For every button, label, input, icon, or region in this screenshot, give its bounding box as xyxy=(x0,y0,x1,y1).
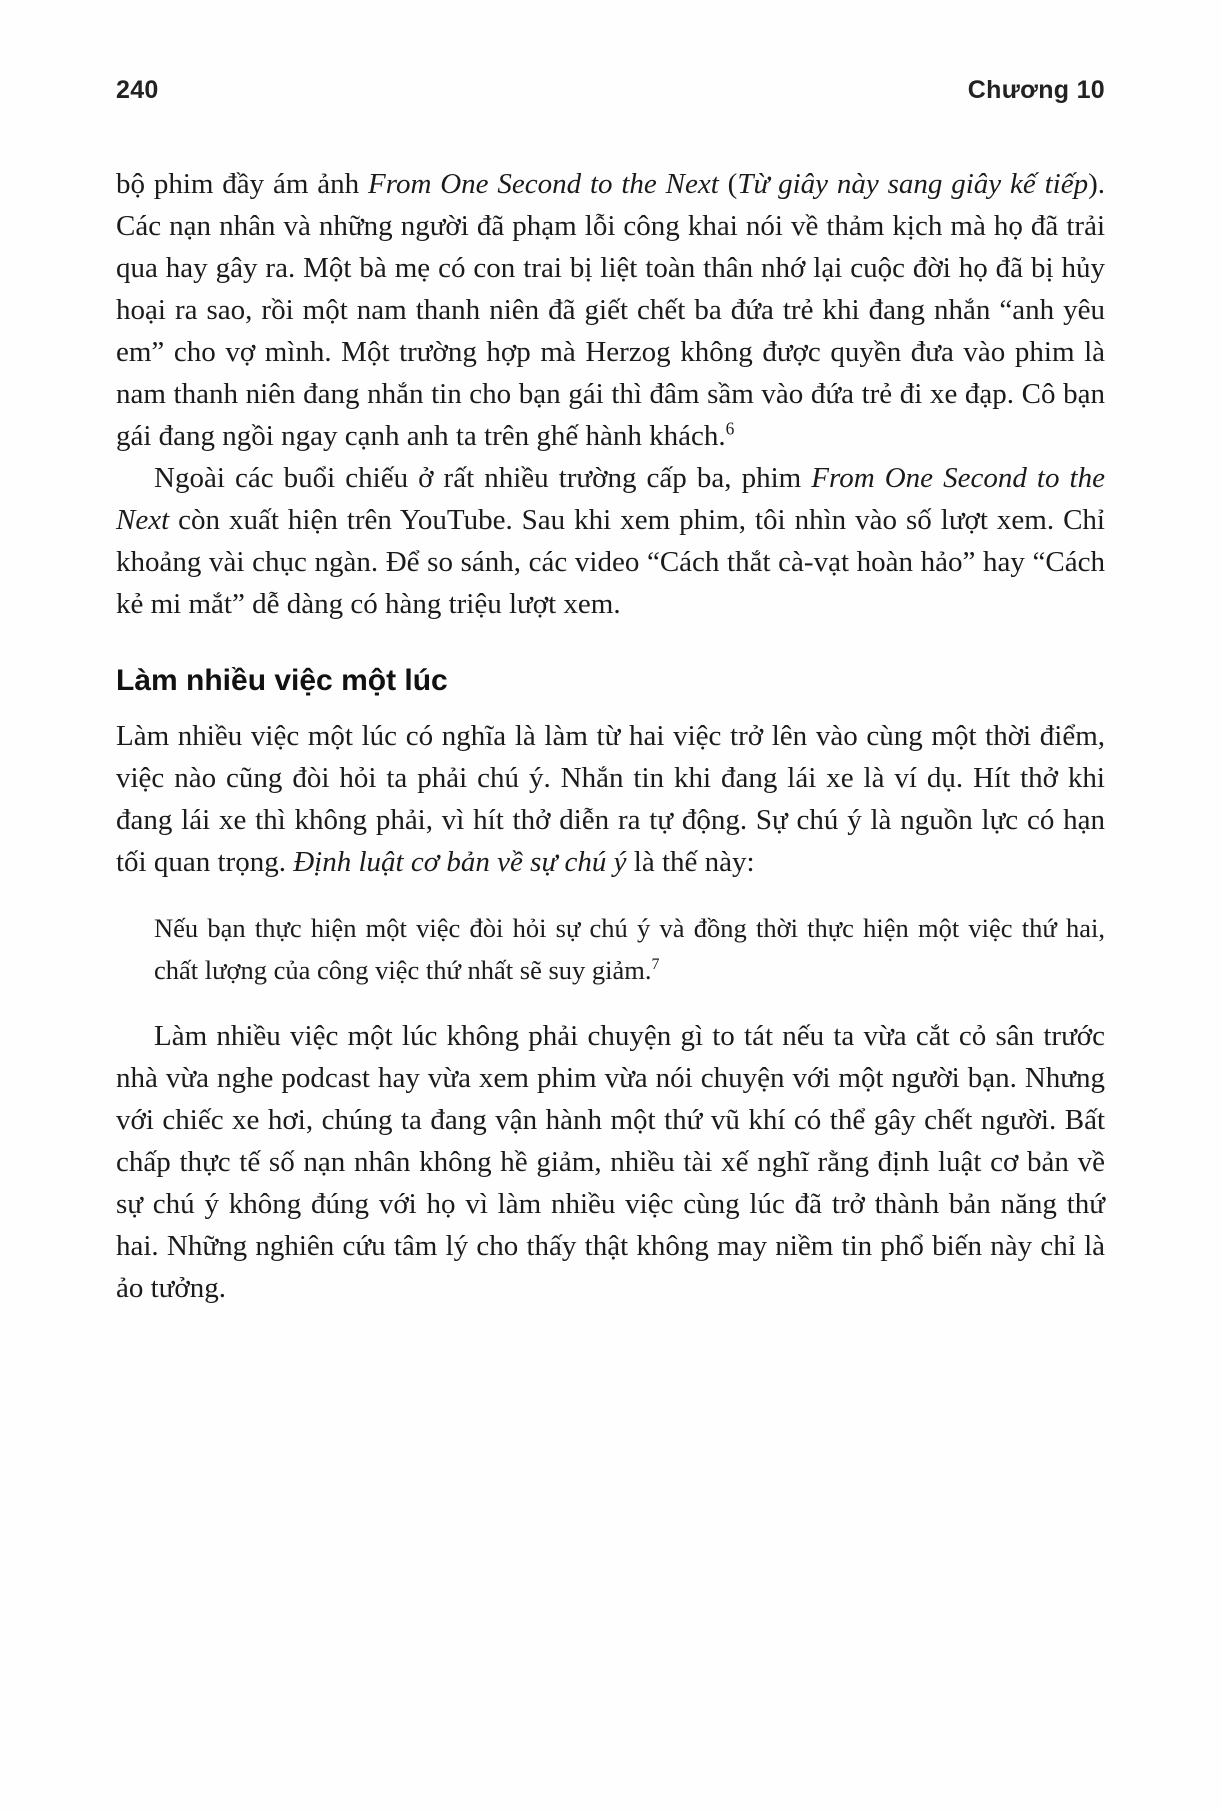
footnote-ref-7: 7 xyxy=(651,956,660,974)
text-run: Làm nhiều việc một lúc không phải chuyện gì to tát nếu ta vừa cắt cỏ sân trước nhà vừa nghe podcast hay vừa xem phim vừa nói chuyện với một người bạn. Nhưng với chiếc xe hơi, chúng ta đang vận hành một thứ vũ khí có thể gây chết người. Bất chấp thực tế số nạn nhân không hề giảm, nhiều tài xế nghĩ rằng định luật cơ bản về sự chú ý không đúng với họ vì làm nhiều việc cùng lúc đã trở thành bản năng thứ hai. Những nghiên cứu tâm lý cho thấy thật không may niềm tin phổ biến này chỉ là ảo tưởng. xyxy=(116,1020,1105,1304)
text-run: còn xuất hiện trên YouTube. Sau khi xem phim, tôi nhìn vào số lượt xem. Chỉ khoảng vài chục ngàn. Để so sánh, các video “Cách thắt cà-vạt hoàn hảo” hay “Cách kẻ mi mắt” dễ dàng có hàng triệu lượt xem. xyxy=(116,504,1105,620)
section-heading: Làm nhiều việc một lúc xyxy=(116,664,448,697)
footnote-ref-6: 6 xyxy=(725,418,735,439)
page-header xyxy=(116,76,1105,105)
chapter-label: Chương 10 xyxy=(967,76,1105,104)
text-run: là thế này: xyxy=(626,846,755,878)
text-run: Làm nhiều việc một lúc có nghĩa là làm từ hai việc trở lên vào cùng một thời điểm, việc nào cũng đòi hỏi ta phải chú ý. Nhắn tin khi đang lái xe là ví dụ. Hít thở khi đang lái xe thì không phải, vì hít thở diễn ra tự động. Sự chú ý là nguồn lực có hạn tối quan trọng. xyxy=(116,720,1105,878)
italic-film-title: From One Second to the Next xyxy=(116,462,1105,536)
page-number: 240 xyxy=(116,76,159,104)
paragraph xyxy=(116,457,1105,625)
text-run: Ngoài các buổi chiếu ở rất nhiều trường cấp ba, phim xyxy=(154,462,812,494)
paragraph xyxy=(116,1015,1105,1309)
text-run: Nếu bạn thực hiện một việc đòi hỏi sự chú ý và đồng thời thực hiện một việc thứ hai, chất lượng của công việc thứ nhất sẽ suy giảm. xyxy=(154,913,1105,985)
block-quote xyxy=(154,907,1105,991)
text-run: bộ phim đầy ám ảnh xyxy=(116,168,369,200)
page-body xyxy=(116,163,1105,1309)
italic-film-title: From One Second to the Next xyxy=(368,168,719,200)
italic-law-name: Định luật cơ bản về sự chú ý xyxy=(293,846,627,878)
paragraph-continuation xyxy=(116,163,1105,457)
paragraph xyxy=(116,715,1105,883)
text-run: ). Các nạn nhân và những người đã phạm lỗi công khai nói về thảm kịch mà họ đã trải qua hay gây ra. Một bà mẹ có con trai bị liệt toàn thân nhớ lại cuộc đời họ đã bị hủy hoại ra sao, rồi một nam thanh niên đã giết chết ba đứa trẻ khi đang nhắn “anh yêu em” cho vợ mình. Một trường hợp mà Herzog không được quyền đưa vào phim là nam thanh niên đang nhắn tin cho bạn gái thì đâm sầm vào đứa trẻ đi xe đạp. Cô bạn gái đang ngồi ngay cạnh anh ta trên ghế hành khách. xyxy=(116,168,1105,452)
text-run: ( xyxy=(718,168,738,200)
italic-translated-title: Từ giây này sang giây kế tiếp xyxy=(737,168,1089,200)
